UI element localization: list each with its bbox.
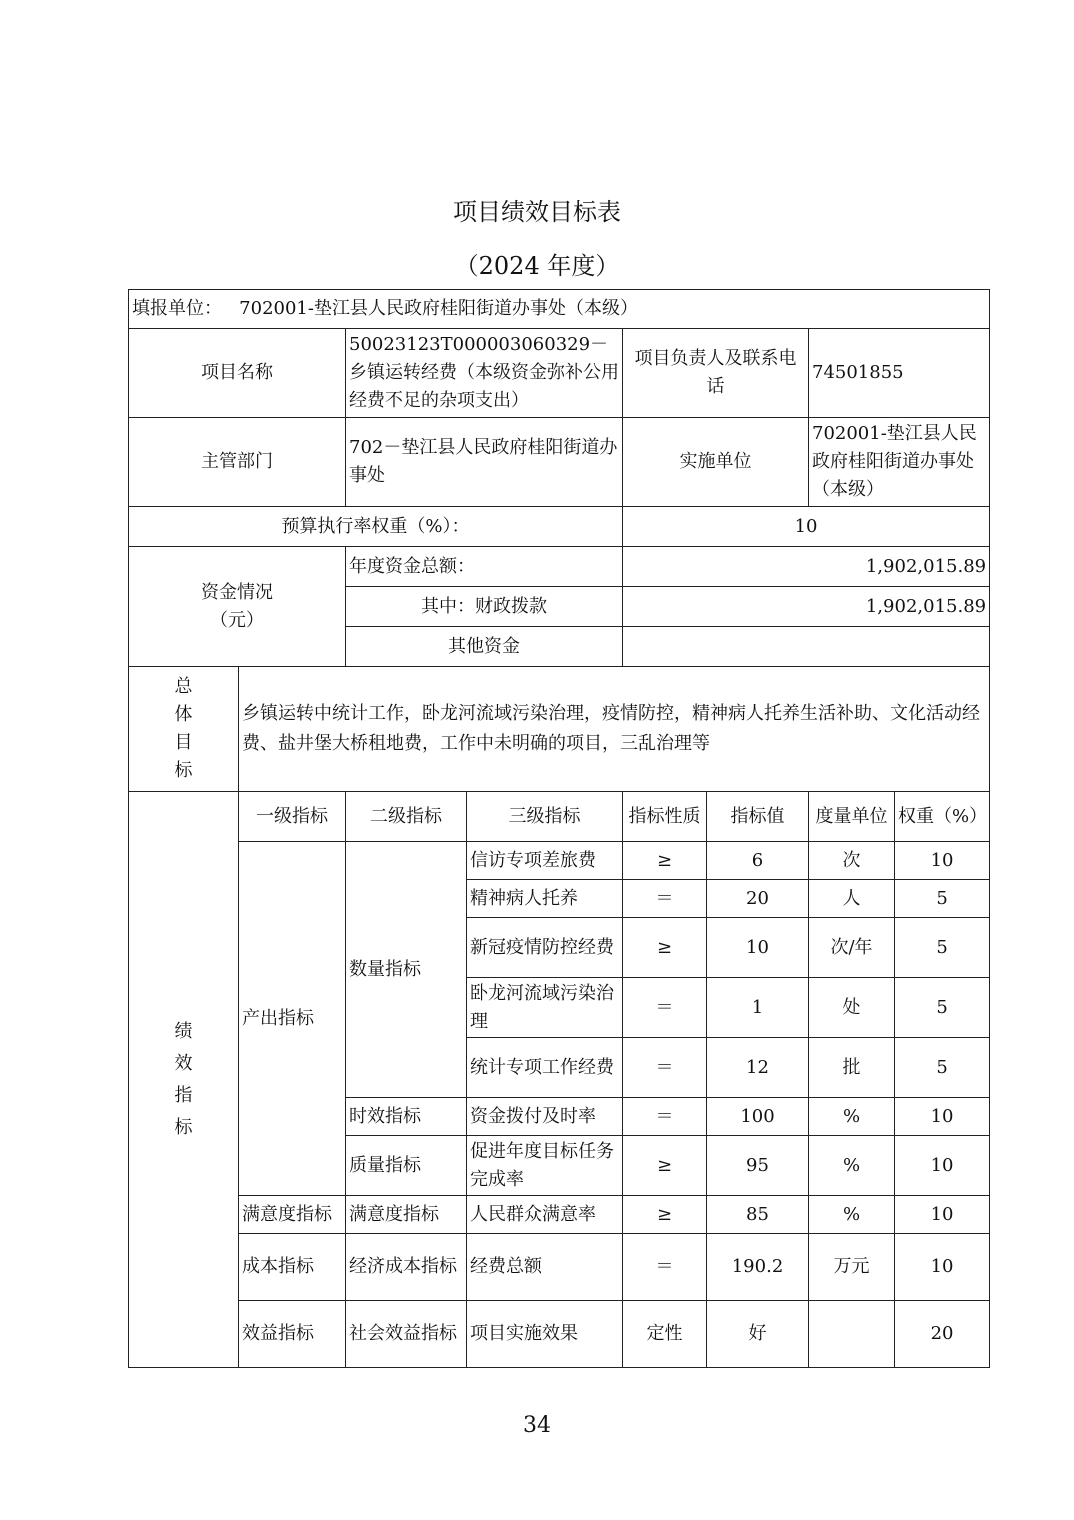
table-row (129, 1301, 990, 1368)
budget-weight-value: 10 (623, 507, 990, 547)
indicator-weight: 20 (895, 1301, 990, 1368)
indicator-value: 20 (707, 880, 809, 918)
indicator-name: 资金拨付及时率 (467, 1098, 623, 1136)
page-title: 项目绩效目标表 (453, 198, 621, 226)
indicator-unit: 万元 (809, 1234, 895, 1301)
indicator-unit: 人 (809, 880, 895, 918)
indicator-weight: 10 (895, 1196, 990, 1234)
indicator-name: 新冠疫情防控经费 (467, 918, 623, 978)
indicator-unit: 次/年 (809, 918, 895, 978)
indicator-nature: ≥ (623, 918, 707, 978)
header-level1: 一级指标 (239, 792, 346, 842)
indicator-nature: ≥ (623, 842, 707, 880)
department-value: 702－垫江县人民政府桂阳街道办事处 (346, 418, 623, 507)
project-name-value: 50023123T000003060329－乡镇运转经费（本级资金弥补公用经费不足的杂项支出） (346, 329, 623, 418)
level2-quality: 质量指标 (346, 1136, 467, 1196)
report-unit-cell (129, 290, 990, 329)
indicator-unit: % (809, 1196, 895, 1234)
indicator-value: 85 (707, 1196, 809, 1234)
level2-social-benefit: 社会效益指标 (346, 1301, 467, 1368)
overall-goal-label: 总 体 目 标 (129, 667, 239, 792)
implementer-label: 实施单位 (623, 418, 809, 507)
header-level2: 二级指标 (346, 792, 467, 842)
funds-label-line2: （元） (210, 609, 264, 631)
project-name-row (129, 329, 990, 418)
annual-total-label: 年度资金总额： (346, 547, 623, 587)
header-nature: 指标性质 (623, 792, 707, 842)
level1-cost: 成本指标 (239, 1234, 346, 1301)
indicator-name: 人民群众满意率 (467, 1196, 623, 1234)
budget-weight-label: 预算执行率权重（%）： (129, 507, 623, 547)
fiscal-value: 1,902,015.89 (623, 587, 990, 627)
indicator-value: 好 (707, 1301, 809, 1368)
header-level3: 三级指标 (467, 792, 623, 842)
indicator-value: 100 (707, 1098, 809, 1136)
indicator-weight: 10 (895, 1136, 990, 1196)
overall-goal-row (129, 667, 990, 792)
indicator-weight: 5 (895, 1038, 990, 1098)
indicator-value: 1 (707, 978, 809, 1038)
table-row (129, 1196, 990, 1234)
indicator-name: 经费总额 (467, 1234, 623, 1301)
indicator-value: 95 (707, 1136, 809, 1196)
indicator-name: 精神病人托养 (467, 880, 623, 918)
overall-goal-text: 乡镇运转中统计工作，卧龙河流域污染治理，疫情防控，精神病人托养生活补助、文化活动经费、盐井堡大桥租地费，工作中未明确的项目，三乱治理等 (239, 667, 990, 792)
budget-weight-row (129, 507, 990, 547)
indicator-unit: % (809, 1098, 895, 1136)
implementer-value: 702001-垫江县人民政府桂阳街道办事处（本级） (809, 418, 990, 507)
indicator-name: 促进年度目标任务完成率 (467, 1136, 623, 1196)
indicator-weight: 10 (895, 1234, 990, 1301)
funds-label (129, 547, 346, 667)
project-contact-value: 74501855 (809, 329, 990, 418)
indicator-value: 10 (707, 918, 809, 978)
indicator-unit: % (809, 1136, 895, 1196)
other-funds-value (623, 627, 990, 667)
report-unit-row (129, 290, 990, 329)
indicator-nature: ＝ (623, 1098, 707, 1136)
level2-quantity: 数量指标 (346, 842, 467, 1098)
level2-economic-cost: 经济成本指标 (346, 1234, 467, 1301)
project-contact-label: 项目负责人及联系电话 (623, 329, 809, 418)
indicator-name: 统计专项工作经费 (467, 1038, 623, 1098)
performance-goal-table (128, 289, 990, 1368)
level1-output: 产出指标 (239, 842, 346, 1196)
department-label: 主管部门 (129, 418, 346, 507)
header-value: 指标值 (707, 792, 809, 842)
report-unit-label: 填报单位： (132, 298, 222, 319)
indicator-weight: 10 (895, 1098, 990, 1136)
department-row (129, 418, 990, 507)
indicator-value: 12 (707, 1038, 809, 1098)
indicator-name: 项目实施效果 (467, 1301, 623, 1368)
page-subtitle: （2024 年度） (454, 252, 620, 280)
level2-timeliness: 时效指标 (346, 1098, 467, 1136)
indicator-nature: 定性 (623, 1301, 707, 1368)
table-row (129, 842, 990, 880)
indicator-nature: ≥ (623, 1136, 707, 1196)
indicator-unit: 次 (809, 842, 895, 880)
indicator-nature: ＝ (623, 978, 707, 1038)
funds-total-row (129, 547, 990, 587)
indicator-nature: ＝ (623, 1234, 707, 1301)
indicator-unit (809, 1301, 895, 1368)
indicator-name: 信访专项差旅费 (467, 842, 623, 880)
project-name-label: 项目名称 (129, 329, 346, 418)
level1-benefit: 效益指标 (239, 1301, 346, 1368)
indicator-value: 6 (707, 842, 809, 880)
indicator-header-row (129, 792, 990, 842)
indicator-nature: ＝ (623, 880, 707, 918)
indicator-weight: 5 (895, 880, 990, 918)
table-row (129, 1234, 990, 1301)
indicator-nature: ＝ (623, 1038, 707, 1098)
header-weight: 权重（%） (895, 792, 990, 842)
indicator-value: 190.2 (707, 1234, 809, 1301)
funds-label-line1: 资金情况 (201, 581, 273, 603)
indicator-unit: 批 (809, 1038, 895, 1098)
other-funds-label: 其他资金 (346, 627, 623, 667)
indicator-nature: ≥ (623, 1196, 707, 1234)
level1-satisfaction: 满意度指标 (239, 1196, 346, 1234)
indicator-weight: 10 (895, 842, 990, 880)
header-unit: 度量单位 (809, 792, 895, 842)
annual-total-value: 1,902,015.89 (623, 547, 990, 587)
fiscal-label: 其中：财政拨款 (346, 587, 623, 627)
indicator-weight: 5 (895, 978, 990, 1038)
indicator-name: 卧龙河流域污染治理 (467, 978, 623, 1038)
level2-satisfaction: 满意度指标 (346, 1196, 467, 1234)
indicator-weight: 5 (895, 918, 990, 978)
report-unit-value: 702001-垫江县人民政府桂阳街道办事处（本级） (239, 298, 638, 319)
performance-indicator-label: 绩 效 指 标 (129, 792, 239, 1368)
page-number: 34 (523, 1413, 551, 1438)
indicator-unit: 处 (809, 978, 895, 1038)
